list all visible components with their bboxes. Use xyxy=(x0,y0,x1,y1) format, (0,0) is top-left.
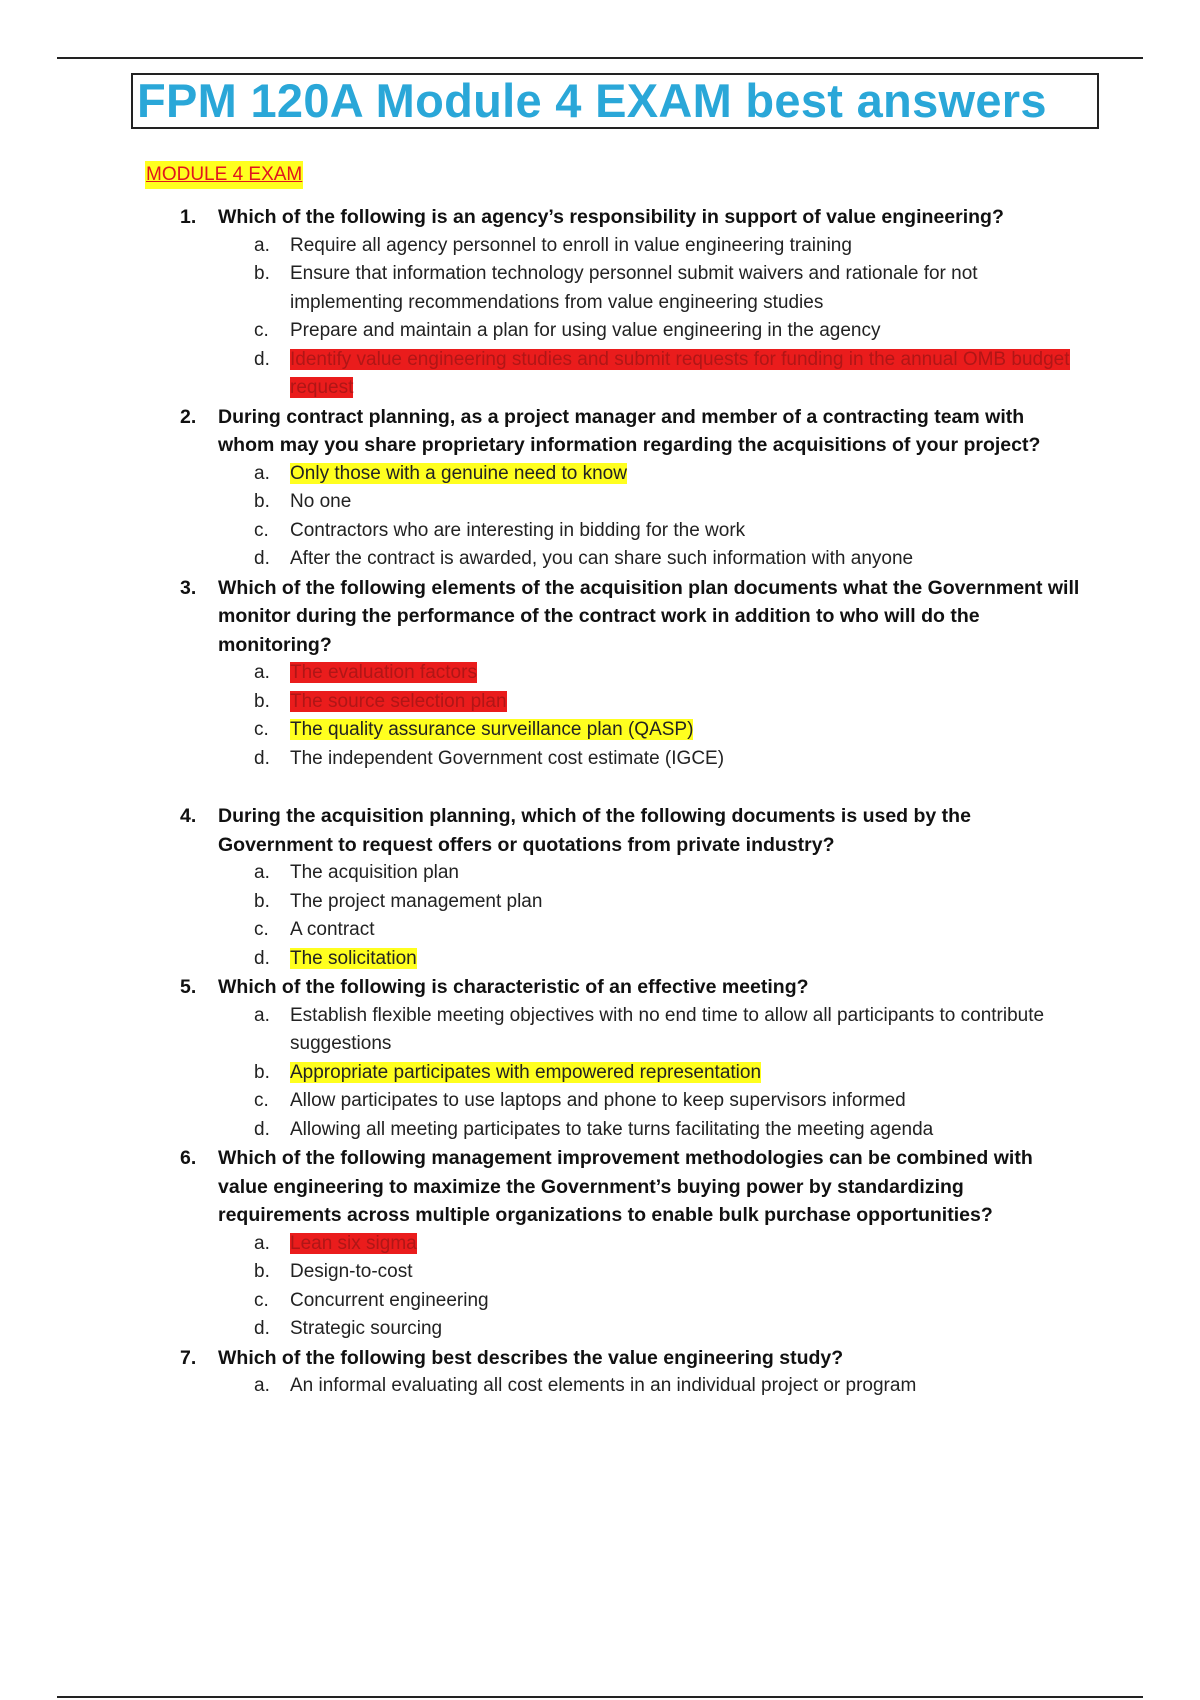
question-text xyxy=(0,203,1080,232)
answer-option xyxy=(0,688,1080,717)
answer-option xyxy=(0,716,1080,745)
answer-options xyxy=(0,1372,1200,1401)
answer-options xyxy=(0,1230,1200,1344)
document-title: FPM 120A Module 4 EXAM best answers xyxy=(137,74,1047,127)
answer-option xyxy=(0,1287,1080,1316)
option-text: Strategic sourcing xyxy=(290,1318,443,1339)
option-text: Allow participates to use laptops and phone to keep supervisors informed xyxy=(290,1090,906,1111)
option-text: Require all agency personnel to enroll in value engineering training xyxy=(290,234,852,256)
option-letter: d. xyxy=(254,348,270,370)
question-label: Which of the following best describes the value engineering study? xyxy=(218,1346,844,1369)
option-letter: c. xyxy=(254,719,269,740)
answer-option xyxy=(0,1087,1080,1116)
option-letter: b. xyxy=(254,1261,270,1282)
question-label: Which of the following elements of the acquisition plan documents what the Government will monitor during the performance of the contract work in addition to who will do the monitoring? xyxy=(218,576,1080,656)
question-label: Which of the following management improvement methodologies can be combined with value engineering to maximize the Government’s buying power by standardizing requirements across multiple organizations to enable bulk purchase opportunities? xyxy=(218,1147,1033,1226)
answer-options xyxy=(0,232,1200,403)
option-letter: c. xyxy=(254,1289,269,1311)
answer-option xyxy=(0,232,1080,261)
answer-option xyxy=(0,1116,1080,1145)
answer-option xyxy=(0,1230,1080,1259)
question-label: Which of the following is an agency’s responsibility in support of value engineering? xyxy=(218,206,1004,228)
answer-options xyxy=(0,859,1200,973)
option-letter: c. xyxy=(254,320,269,341)
option-letter: a. xyxy=(254,862,270,883)
question-number: 6. xyxy=(180,1147,197,1169)
option-letter: b. xyxy=(254,263,270,284)
section-label: MODULE 4 EXAM xyxy=(145,161,303,189)
option-text: Design-to-cost xyxy=(290,1261,413,1282)
option-letter: a. xyxy=(254,1004,270,1026)
option-text-highlighted: Identify value engineering studies and submit requests for funding in the annual OMB budget request xyxy=(290,348,1070,398)
question-item xyxy=(0,403,1200,574)
option-text-highlighted: The solicitation xyxy=(290,947,417,969)
question-number: 5. xyxy=(180,976,197,998)
answer-option xyxy=(0,888,1080,917)
option-letter: d. xyxy=(254,548,270,569)
option-text: The acquisition plan xyxy=(290,862,459,883)
option-text: Contractors who are interesting in bidding for the work xyxy=(290,519,746,541)
option-letter: b. xyxy=(254,890,270,912)
answer-option xyxy=(0,1002,1080,1059)
question-text xyxy=(0,403,1080,460)
question-text xyxy=(0,1344,1080,1373)
answer-option xyxy=(0,517,1080,546)
answer-option xyxy=(0,859,1080,888)
option-text: Prepare and maintain a plan for using value engineering in the agency xyxy=(290,320,881,341)
option-text-highlighted: The source selection plan xyxy=(290,690,507,712)
question-item xyxy=(0,203,1200,403)
option-letter: d. xyxy=(254,1118,270,1140)
bottom-rule xyxy=(57,1696,1143,1698)
question-list xyxy=(0,203,1200,1401)
option-text-highlighted: The evaluation factors xyxy=(290,662,477,683)
option-text-highlighted: Only those with a genuine need to know xyxy=(290,462,627,484)
question-item xyxy=(0,973,1200,1144)
question-number: 1. xyxy=(180,206,197,228)
answer-option xyxy=(0,745,1080,774)
option-letter: b. xyxy=(254,491,270,512)
answer-options xyxy=(0,1002,1200,1145)
option-text: Allowing all meeting participates to take turns facilitating the meeting agenda xyxy=(290,1118,934,1140)
question-label: Which of the following is characteristic of an effective meeting? xyxy=(218,976,809,998)
answer-option xyxy=(0,945,1080,974)
question-text xyxy=(0,574,1080,660)
question-text xyxy=(0,1144,1080,1230)
question-label: During contract planning, as a project manager and member of a contracting team with whom may you share proprietary information regarding the acquisitions of your project? xyxy=(218,405,1041,456)
option-letter: c. xyxy=(254,919,269,940)
option-text: Establish flexible meeting objectives with no end time to allow all participants to contribute suggestions xyxy=(290,1004,1045,1054)
answer-option xyxy=(0,916,1080,945)
question-item xyxy=(0,1144,1200,1344)
spacer xyxy=(0,773,1200,802)
question-item xyxy=(0,802,1200,973)
answer-option xyxy=(0,1258,1080,1287)
option-letter: b. xyxy=(254,690,270,712)
answer-option xyxy=(0,317,1080,346)
question-item xyxy=(0,1344,1200,1401)
option-letter: d. xyxy=(254,747,270,769)
question-number: 2. xyxy=(180,405,197,428)
option-letter: b. xyxy=(254,1061,270,1083)
answer-option xyxy=(0,460,1080,489)
question-number: 4. xyxy=(180,805,197,827)
answer-option xyxy=(0,1059,1080,1088)
answer-option xyxy=(0,260,1080,317)
question-number: 3. xyxy=(180,576,197,599)
option-text-highlighted: Appropriate participates with empowered representation xyxy=(290,1061,762,1083)
answer-options xyxy=(0,659,1200,773)
answer-option xyxy=(0,346,1080,403)
option-text: After the contract is awarded, you can share such information with anyone xyxy=(290,548,914,569)
title-box xyxy=(131,73,1099,129)
option-letter: a. xyxy=(254,462,270,484)
option-letter: c. xyxy=(254,1090,269,1111)
option-letter: a. xyxy=(254,234,270,256)
option-text: The project management plan xyxy=(290,890,543,912)
option-text: Ensure that information technology personnel submit waivers and rationale for not implementing recommendations from value engineering studies xyxy=(290,263,978,313)
option-text: No one xyxy=(290,491,352,512)
option-letter: d. xyxy=(254,1318,270,1339)
option-letter: c. xyxy=(254,519,269,541)
question-text xyxy=(0,973,1080,1002)
option-text: An informal evaluating all cost elements in an individual project or program xyxy=(290,1375,917,1396)
option-letter: a. xyxy=(254,1375,270,1396)
answer-options xyxy=(0,460,1200,574)
question-item xyxy=(0,574,1200,774)
option-text: The independent Government cost estimate (IGCE) xyxy=(290,747,725,769)
option-text: A contract xyxy=(290,919,375,940)
option-letter: d. xyxy=(254,947,270,969)
answer-option xyxy=(0,488,1080,517)
option-text-highlighted: Lean six sigma xyxy=(290,1232,417,1254)
option-text: Concurrent engineering xyxy=(290,1289,489,1311)
question-number: 7. xyxy=(180,1346,197,1369)
option-letter: a. xyxy=(254,1232,270,1254)
option-text-highlighted: The quality assurance surveillance plan (QASP) xyxy=(290,719,694,740)
question-text xyxy=(0,802,1080,859)
top-rule xyxy=(57,57,1143,59)
answer-option xyxy=(0,659,1080,688)
answer-option xyxy=(0,1372,1080,1401)
option-letter: a. xyxy=(254,662,270,683)
question-label: During the acquisition planning, which of the following documents is used by the Government to request offers or quotations from private industry? xyxy=(218,805,971,856)
answer-option xyxy=(0,1315,1080,1344)
answer-option xyxy=(0,545,1080,574)
